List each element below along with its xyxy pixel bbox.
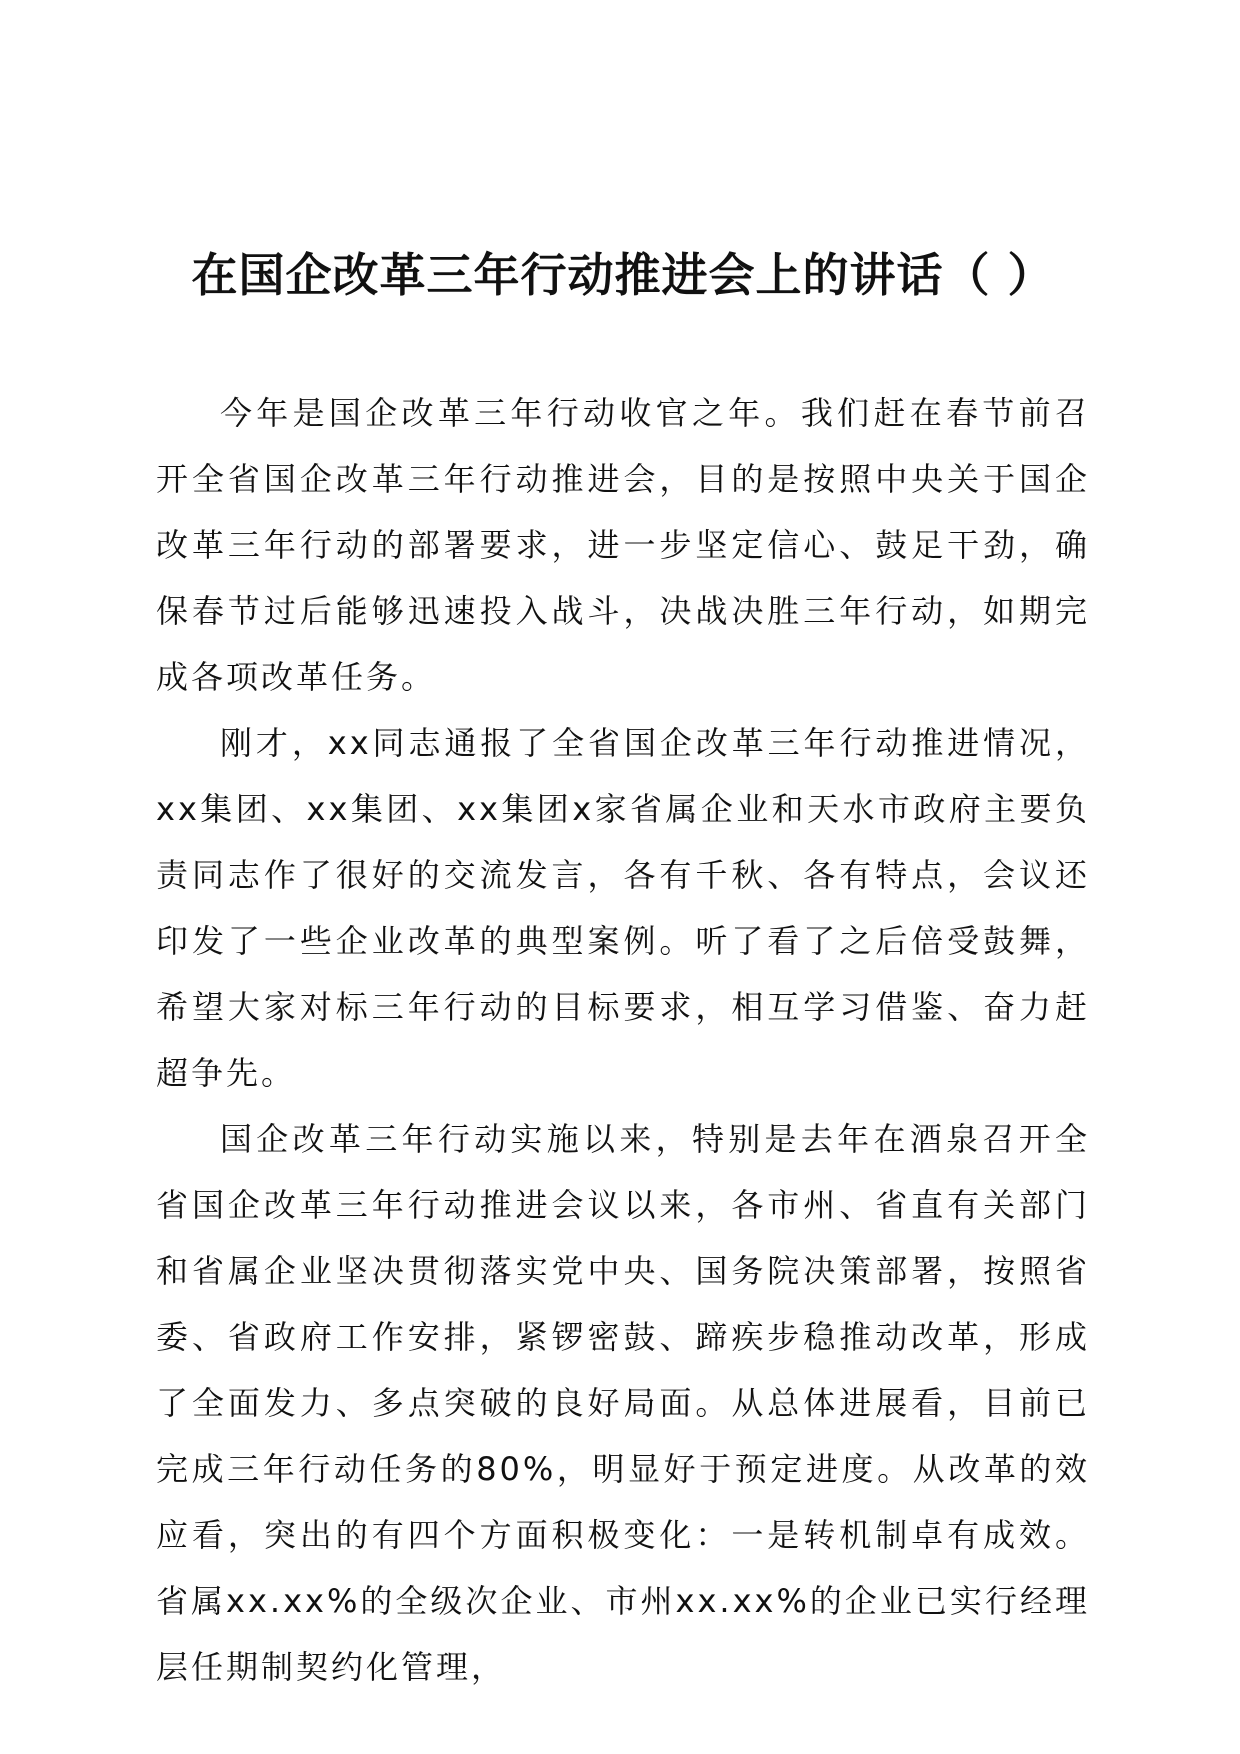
document-title: 在国企改革三年行动推进会上的讲话（ ） — [191, 248, 1055, 302]
paragraph-1: 今年是国企改革三年行动收官之年。我们赶在春节前召开全省国企改革三年行动推进会，目的是按照中央关于国企改革三年行动的部署要求，进一步坚定信心、鼓足干劲，确保春节过后能够迅速投入战斗，决战决胜三年行动，如期完成各项改革任务。 — [156, 394, 1090, 696]
paragraph-2: 刚才，xx同志通报了全省国企改革三年行动推进情况，xx集团、xx集团、xx集团x家省属企业和天水市政府主要负责同志作了很好的交流发言，各有千秋、各有特点，会议还印发了一些企业改革的典型案例。听了看了之后倍受鼓舞，希望大家对标三年行动的目标要求，相互学习借鉴、奋力赶超争先。 — [156, 724, 1090, 1092]
paragraph-3: 国企改革三年行动实施以来，特别是去年在酒泉召开全省国企改革三年行动推进会议以来，各市州、省直有关部门和省属企业坚决贯彻落实党中央、国务院决策部署，按照省委、省政府工作安排，紧锣密鼓、蹄疾步稳推动改革，形成了全面发力、多点突破的良好局面。从总体进展看，目前已完成三年行动任务的80%，明显好于预定进度。从改革的效应看，突出的有四个方面积极变化：一是转机制卓有成效。省属xx.xx%的全级次企业、市州xx.xx%的企业已实行经理层任期制契约化管理， — [156, 1120, 1090, 1686]
document-body — [156, 380, 1090, 1700]
